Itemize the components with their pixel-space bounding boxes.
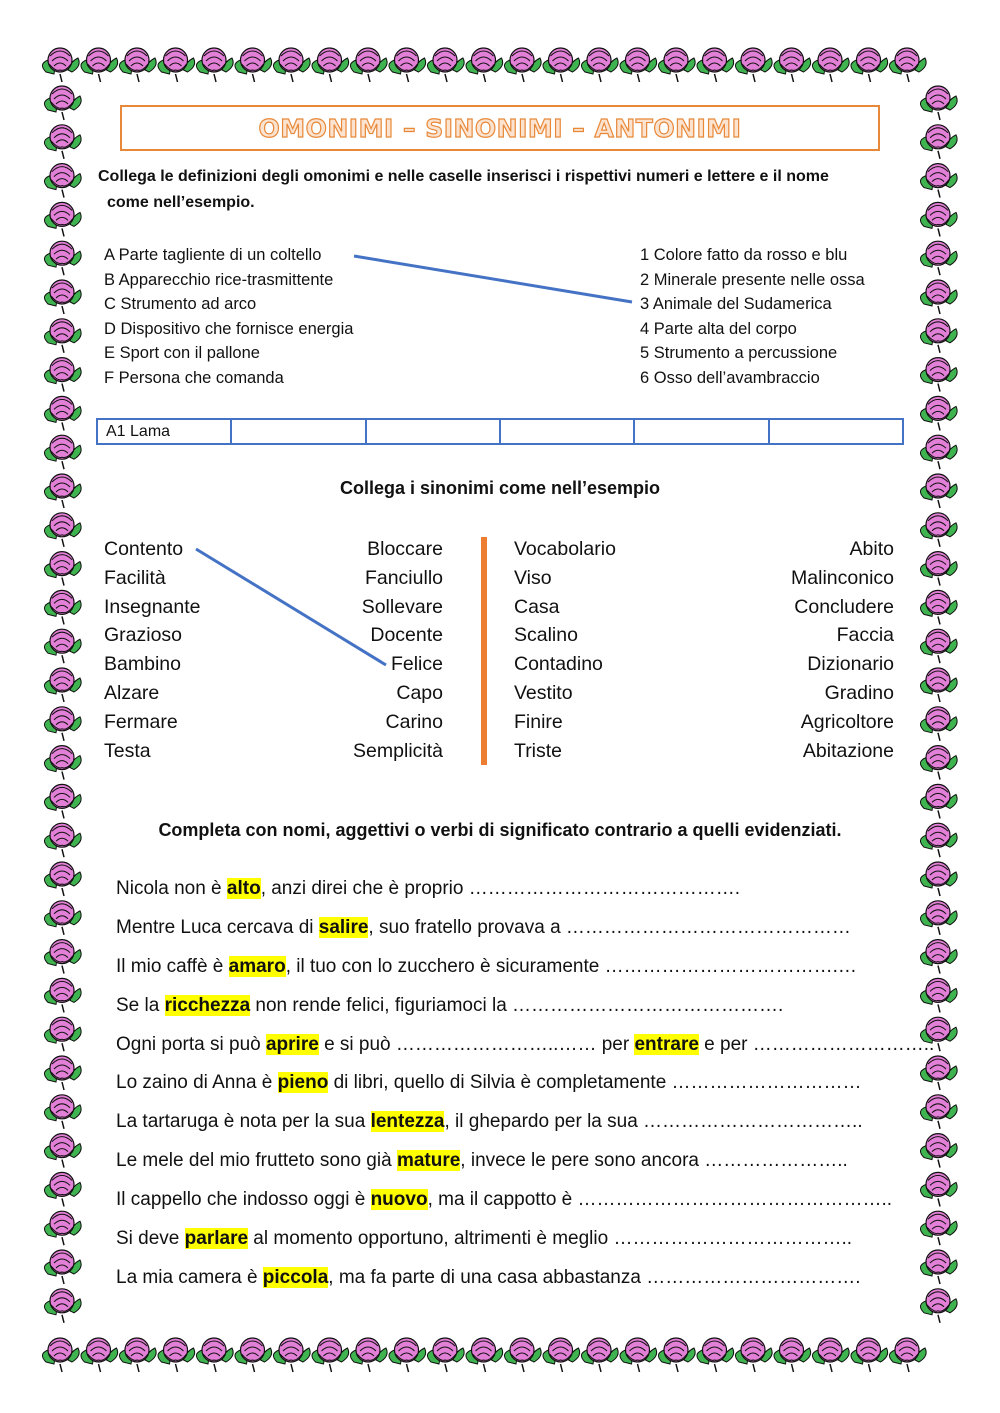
highlighted-word: entrare (634, 1033, 699, 1055)
sentence-text: al momento opportuno, altrimenti è meglio ……………………………….. (248, 1228, 852, 1250)
synonym-word: Sollevare (361, 595, 443, 618)
sentence-text: Mentre Luca cercava di (116, 916, 319, 938)
synonym-word: Abitazione (802, 739, 894, 762)
sentence-text: e si può ……………………..…… per (318, 1033, 635, 1055)
synonym-word: Faccia (836, 624, 894, 647)
synonym-word: Gradino (824, 681, 894, 704)
synonym-word: Triste (514, 739, 563, 762)
synonym-word: Vocabolario (514, 538, 616, 560)
sentence-text: Nicola non è (116, 878, 227, 899)
sentence-text: , invece le pere sono ancora ………………….. (460, 1150, 848, 1172)
sentence-line (116, 1068, 896, 1107)
synonym-word: Carino (385, 710, 443, 733)
highlighted-word: aprire (265, 1033, 319, 1055)
sentence-line (116, 1185, 896, 1224)
definition-item: 6 Osso dell’avambraccio (640, 368, 820, 387)
highlighted-word: nuovo (370, 1189, 428, 1211)
synonym-word: Contento (104, 538, 184, 560)
sentence-text: , il tuo con lo zucchero è sicuramente ……………………………….… (285, 955, 857, 977)
synonym-word: Contadino (514, 653, 603, 676)
highlighted-word: parlare (184, 1228, 249, 1250)
synonym-word: Alzare (104, 681, 160, 704)
synonym-word: Semplicità (353, 739, 443, 762)
synonym-word: Docente (370, 624, 443, 647)
synonym-word: Malinconico (791, 566, 894, 589)
sentence-text: Lo zaino di Anna è (116, 1072, 278, 1094)
sentence-text: e per ……………………….. (698, 1033, 935, 1055)
synonym-word: Concludere (794, 595, 894, 618)
sentence-line (116, 1263, 896, 1302)
synonyms-title: Collega i sinonimi come nell’esempio (339, 478, 661, 498)
sentence-line (116, 913, 896, 952)
sentence-line (116, 991, 896, 1030)
sentence-text: Ogni porta si può (116, 1033, 266, 1055)
sentence-text: , ma fa parte di una casa abbastanza ……………………………. (328, 1266, 861, 1288)
definition-item: E Sport con il pallone (104, 344, 260, 363)
sentence-text: , anzi direi che è proprio ……………………………………. (260, 878, 741, 899)
synonym-word: Felice (390, 653, 443, 676)
definition-item: 5 Strumento a percussione (640, 344, 838, 363)
definition-item: 2 Minerale presente nelle ossa (640, 270, 865, 289)
synonym-word: Facilità (104, 566, 166, 589)
synonym-word: Bambino (104, 653, 181, 676)
synonym-word: Fermare (104, 710, 178, 733)
synonym-word: Viso (514, 566, 552, 589)
definition-item: 3 Animale del Sudamerica (640, 295, 832, 314)
synonym-word: Casa (514, 595, 560, 618)
sentence-text: non rende felici, figuriamoci la ……………………………………. (250, 994, 784, 1016)
definition-item: 1 Colore fatto da rosso e blu (640, 246, 848, 264)
sentence-text: , suo fratello provava a ……………………………………… (368, 916, 851, 938)
synonym-word: Fanciullo (364, 566, 443, 589)
synonym-example-line (196, 549, 386, 665)
highlighted-word: piccola (262, 1266, 329, 1288)
sentence-line (116, 952, 896, 991)
synonym-word: Finire (514, 710, 563, 733)
synonym-word: Agricoltore (800, 710, 894, 733)
sentence-line (116, 1146, 896, 1185)
sentence-text: Le mele del mio frutteto sono già (116, 1150, 397, 1172)
highlighted-word: mature (396, 1150, 461, 1172)
synonym-word: Dizionario (807, 653, 894, 676)
highlighted-word: salire (318, 916, 369, 938)
definition-item: F Persona che comanda (104, 368, 284, 387)
answer-cell[interactable]: A1 Lama (98, 420, 232, 443)
synonym-word: Vestito (514, 681, 573, 704)
definition-item: C Strumento ad arco (104, 295, 257, 314)
definition-item: D Dispositivo che fornisce energia (104, 319, 354, 338)
sentence-text: Il mio caffè è (116, 955, 229, 977)
antonym-sentences (116, 874, 935, 1302)
instruction-line: come nell’esempio. (107, 194, 255, 211)
sentence-text: Si deve (116, 1228, 185, 1250)
sentence-line (116, 1030, 935, 1069)
page-title: OMONIMI – SINONIMI – ANTONIMI (258, 113, 742, 143)
highlighted-word: lentezza (370, 1111, 445, 1133)
highlighted-word: ricchezza (164, 994, 251, 1016)
sentence-text: , ma il cappotto è ………………………………………….. (427, 1189, 893, 1211)
definition-item: A Parte tagliente di un coltello (104, 246, 322, 264)
sentence-text: Se la (116, 994, 165, 1016)
highlighted-word: alto (226, 878, 261, 899)
instruction-line: Collega le definizioni degli omonimi e nelle caselle inserisci i rispettivi numeri e lettere e il nome (98, 168, 829, 185)
synonym-word: Bloccare (367, 538, 443, 560)
definition-item: 4 Parte alta del corpo (640, 319, 797, 338)
sentence-text: La mia camera è (116, 1266, 263, 1288)
highlighted-word: pieno (277, 1072, 329, 1094)
definition-item: B Apparecchio rice-trasmittente (104, 270, 334, 289)
synonym-word: Abito (849, 538, 894, 560)
sentence-text: La tartaruga è nota per la sua (116, 1111, 371, 1133)
sentence-text: , il ghepardo per la sua …………………………….. (444, 1111, 863, 1133)
sentence-line (116, 874, 896, 913)
synonym-word: Testa (104, 739, 151, 762)
highlighted-word: amaro (228, 955, 286, 977)
antonyms-title: Completa con nomi, aggettivi o verbi di significato contrario a quelli evidenziati. (158, 820, 842, 840)
sentence-text: Il cappello che indosso oggi è (116, 1189, 371, 1211)
sentence-line (116, 1224, 896, 1263)
sentence-line (116, 1107, 896, 1146)
sentence-text: di libri, quello di Silvia è completamente ………………………… (328, 1072, 862, 1094)
synonym-word: Capo (396, 681, 443, 704)
synonym-word: Scalino (514, 624, 578, 647)
homonym-example-line (354, 256, 632, 302)
synonym-word: Insegnante (104, 595, 201, 618)
synonym-word: Grazioso (104, 624, 183, 647)
